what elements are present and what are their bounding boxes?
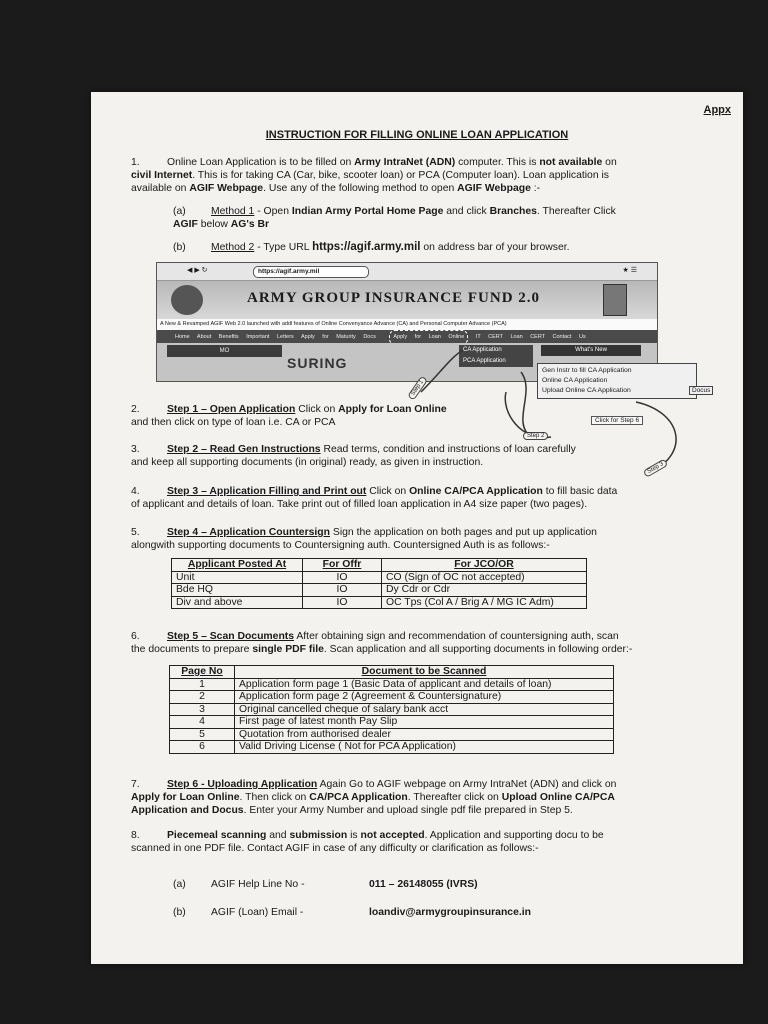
news-ticker: A New & Revamped AGIF Web 2.0 launched with addl features of Online Convenyance Advance (CA) and Personal Computer Advance (PCA) (157, 319, 657, 330)
method-1: (a) Method 1 - Open Indian Army Portal Home Page and click Branches. Thereafter Click AGIF below AG's Br (173, 206, 616, 230)
banner-title: ARMY GROUP INSURANCE FUND 2.0 (247, 290, 541, 306)
whats-new-box: What's New (541, 345, 641, 356)
table-row: Bde HQ IO Dy Cdr or Cdr (172, 584, 587, 597)
para-6: 6. Step 5 – Scan Documents After obtaining sign and recommendation of countersigning auth, scan the documents to prepare single PDF file. Scan application and all supporting documents in following order:- (131, 631, 633, 655)
contact-helpline: (a) AGIF Help Line No - 011 – 26148055 (IVRS) (173, 879, 478, 890)
ca-submenu: Gen Instr to fill CA Application Online CA Application Upload Online CA Application (537, 363, 697, 399)
table-row: 3 Original cancelled cheque of salary bank acct (170, 703, 614, 716)
para-8: 8. Piecemeal scanning and submission is not accepted. Application and supporting docu to be scanned in one PDF file. Contact AGIF in case of any difficulty or clarification as follows:- (131, 830, 604, 854)
appendix-label: Appx (703, 104, 731, 116)
table-row: 4 First page of latest month Pay Slip (170, 716, 614, 729)
step-arrows (91, 92, 743, 492)
click-step6-callout: Click for Step 6 (591, 416, 643, 425)
mo-box: MO (167, 345, 282, 357)
page-title: INSTRUCTION FOR FILLING ONLINE LOAN APPLICATION (265, 129, 569, 141)
site-nav: Home About Benefits Important Letters Apply for Maturity Docs Apply for Loan Online IT CERT Loan CERT Contact Us (157, 330, 657, 343)
banner-text: SURING (287, 355, 348, 371)
step-3-tag: Step 3 (643, 458, 669, 478)
document-page (91, 92, 743, 964)
apply-loan-online-link: Apply for Loan Online (389, 330, 468, 345)
table-row: 2 Application form page 2 (Agreement & Countersignature) (170, 691, 614, 704)
scan-documents-table: Page No Document to be Scanned 1 Application form page 1 (Basic Data of applicant and details of loan) 2 Application form page 2 (Agreement & Countersignature) 3 Original cancelled cheque of salary bank acct 4 First page of latest month Pay Slip 5 Quotation from authorised dealer 6 Valid Driving License ( Not for PCA Application) (169, 665, 614, 754)
table-row: 6 Valid Driving License ( Not for PCA Application) (170, 741, 614, 754)
docus-label: Docus (689, 386, 713, 395)
para-4: 4. Step 3 – Application Filling and Print out Click on Online CA/PCA Application to fill basic data of applicant and details of loan. Take print out of filled loan application in A4 size paper (two pages). (131, 486, 618, 510)
table-row: 1 Application form page 1 (Basic Data of applicant and details of loan) (170, 678, 614, 691)
step-2-tag: Step 2 (523, 432, 548, 440)
para-5: 5. Step 4 – Application Countersign Sign the application on both pages and put up application alongwith supporting documents to Countersigning auth. Countersigned Auth is as follows:- (131, 527, 597, 551)
countersign-table: Applicant Posted At For Offr For JCO/OR Unit IO CO (Sign of OC not accepted) Bde HQ IO Dy Cdr or Cdr Div and above IO OC Tps (Col A / Brig A / MG IC Adm) (171, 558, 587, 609)
loan-dropdown: CA Application PCA Application (459, 345, 533, 367)
table-row: Div and above IO OC Tps (Col A / Brig A / MG IC Adm) (172, 596, 587, 609)
menu-icon: ★ ☰ (622, 267, 637, 274)
address-bar: https://agif.army.mil (253, 266, 369, 278)
para-3: 3. Step 2 – Read Gen Instructions Read terms, condition and instructions of loan carefully and keep all supporting documents (in original) ready, as given in instruction. (131, 444, 576, 468)
nav-arrows-icon: ◀ ▶ ↻ (187, 267, 208, 274)
contact-email: (b) AGIF (Loan) Email - loandiv@armygroupinsurance.in (173, 907, 531, 918)
para-7: 7. Step 6 - Uploading Application Again Go to AGIF webpage on Army IntraNet (ADN) and click on Apply for Loan Online. Then click on CA/PCA Application. Thereafter click on Upload Online CA/PCA Application and Docus. Enter your Army Number and upload single pdf file prepared in Step 5. (131, 779, 617, 816)
para-2: 2. Step 1 – Open Application Click on Apply for Loan Online and then click on type of loan i.e. CA or PCA (131, 404, 447, 428)
para-1: 1. Online Loan Application is to be filled on Army IntraNet (ADN) computer. This is not available on civil Internet. This is for taking CA (Car, bike, scooter loan) or PCA (Computer loan). Loan application is available on AGIF Webpage. Use any of the following method to open AGIF Webpage :- (131, 157, 617, 194)
method-2: (b) Method 2 - Type URL https://agif.army.mil on address bar of your browser. (173, 241, 570, 253)
step-1-tag: Step 1 (407, 375, 428, 400)
table-row: Unit IO CO (Sign of OC not accepted) (172, 571, 587, 584)
table-row: 5 Quotation from authorised dealer (170, 728, 614, 741)
